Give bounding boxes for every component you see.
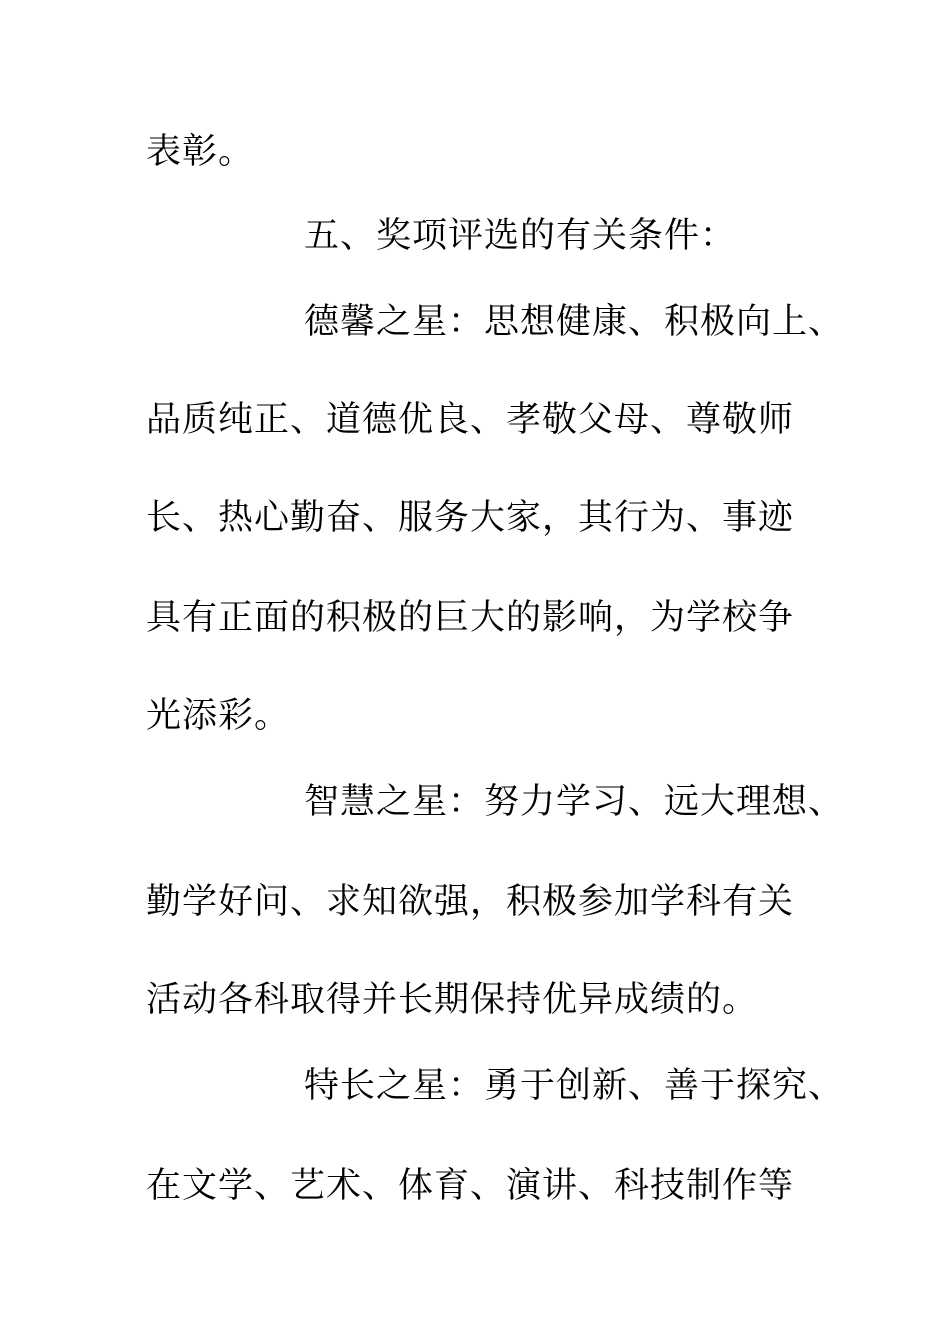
paragraph-line-virtue-star-2: 品质纯正、道德优良、孝敬父母、尊敬师 [146, 400, 795, 440]
paragraph-line-virtue-star-end: 光添彩。 [146, 696, 291, 736]
paragraph-line-wisdom-star-2: 勤学好问、求知欲强，积极参加学科有关 [146, 882, 795, 922]
paragraph-line-wisdom-star-start: 智慧之星：努力学习、远大理想、 [304, 782, 845, 822]
paragraph-line-virtue-star-start: 德馨之星：思想健康、积极向上、 [304, 302, 845, 342]
section-heading-award-criteria: 五、奖项评选的有关条件： [304, 216, 737, 256]
paragraph-line-virtue-star-4: 具有正面的积极的巨大的影响，为学校争 [146, 598, 795, 638]
paragraph-line-ending-commendation: 表彰。 [146, 132, 255, 172]
paragraph-line-virtue-star-3: 长、热心勤奋、服务大家，其行为、事迹 [146, 498, 795, 538]
paragraph-line-talent-star-2: 在文学、艺术、体育、演讲、科技制作等 [146, 1166, 795, 1206]
paragraph-line-talent-star-start: 特长之星：勇于创新、善于探究、 [304, 1066, 845, 1106]
paragraph-line-wisdom-star-end: 活动各科取得并长期保持优异成绩的。 [146, 980, 759, 1020]
